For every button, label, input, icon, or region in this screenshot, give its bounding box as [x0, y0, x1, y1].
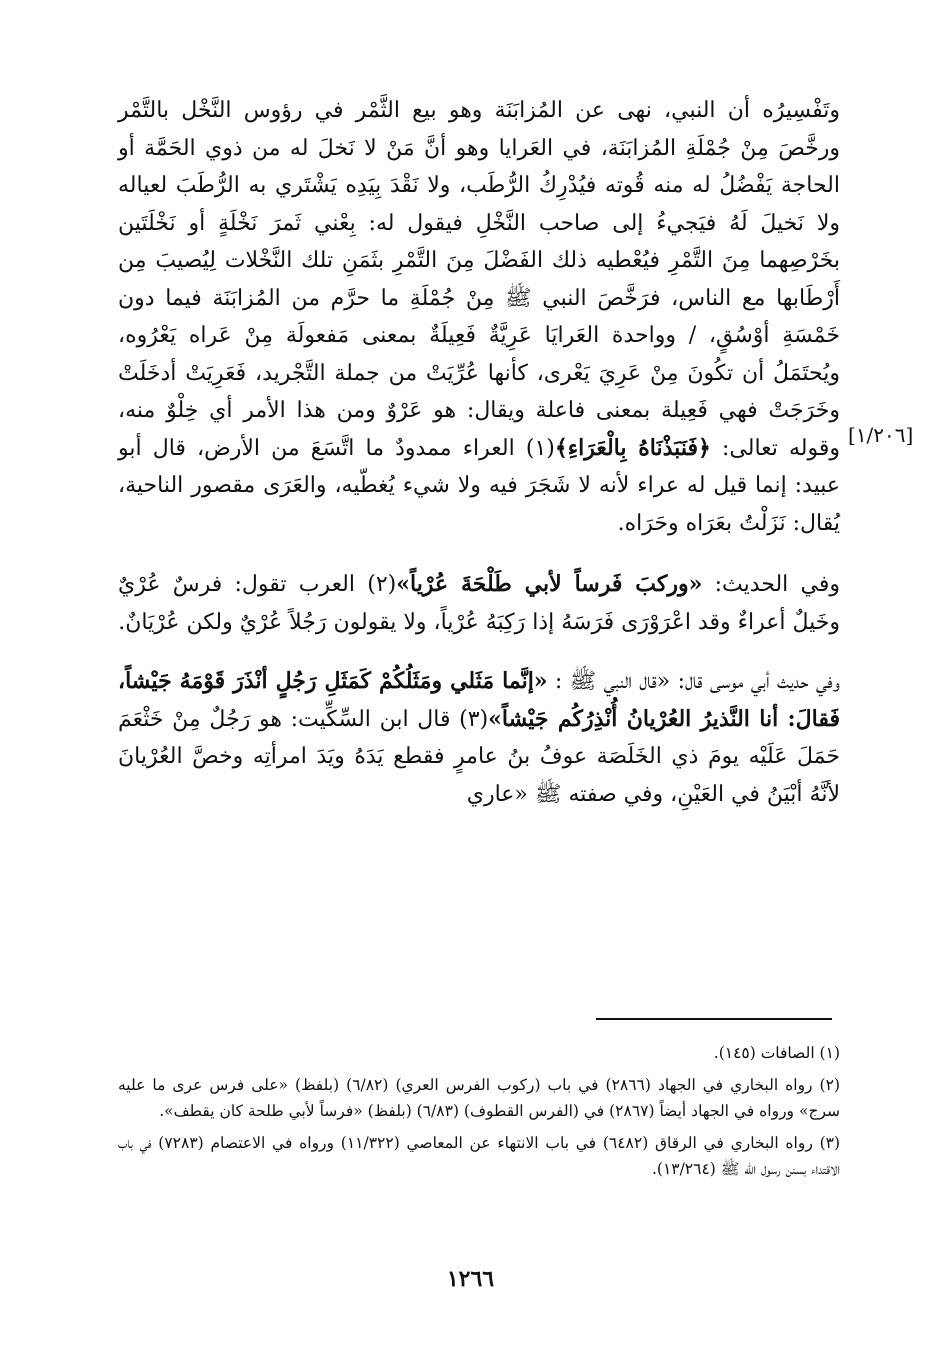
hadith-quote-1: «وركبَ فَرساً لأبي طَلْحَةَ عُرْياً» — [396, 571, 703, 597]
hadith-quote-2: «إنَّما مَثَلي ومَثَلُكُمْ كَمَثَلِ رَجُلٍ أنْذَرَ قَوْمَهُ جَيْشاً، فَقالَ: أنا النَّذيرُ العُرْيانُ أُنْذِرُكُم جَيْشاً» — [118, 668, 841, 732]
margin-page-reference: [١/٢٠٦] — [848, 423, 914, 447]
paragraph-1-text-a: وتَفْسِيرُه أن النبي، نهى عن المُزابَنَة وهو بيع الثَّمْر في رؤوس النَّخْل بالتَّمْر ورخَّصَ مِنْ جُمْلَةِ المُزابَنَة، في العَرايا وهو أنَّ مَنْ لا نَخلَ له من ذوي الحَمَّة أو الحاجة يَفْضُلُ له منه قُوته فيُدْرِكُ الرُّطَب، ولا نَقْدَ بِيَدِه يَشْتَري به الرُّطَبَ لعياله ولا نَخيلَ لَهُ فيَجيءُ إلى صاحب النَّخْلِ فيقول له: بِعْني ثَمرَ نَخْلَةٍ أو نَخْلَتَين بخَرْصِهما مِنَ التَّمْرِ فيُعْطيه ذلك الفَضْلَ مِنَ التَّمْرِ بثَمَنِ تلك النَّخْلات لِيُصيبَ مِن أَرْطَابها مع الناس، فرَخَّصَ النبي ﷺ مِنْ جُمْلَةِ ما حرَّم من المُزابَنَة فيما دون خَمْسَةِ أوْسُقٍ، / وواحدة العَرايَا عَرِيَّةٌ فَعِيلَةٌ بمعنى مَفعولَة مِنْ عَراه يَعْرُوه، ويُحتَمَلُ أن تكُونَ مِنْ عَرِيَ يَعْرى، كأنها عُرِّيَتْ من جملة التَّجْريد، فَعَرِيَتْ أدخَلَتْ وخَرَجَتْ فهي فَعِيلة بمعنى فاعلة ويقال: هو عَرْوٌ ومن هذا الأمر أي خِلْوٌ منه، وقوله تعالى: — [118, 98, 841, 461]
footnote-divider — [596, 1018, 832, 1020]
paragraph-3-text-b: (٣) قال ابن السِّكِّيت: هو رَجُلٌ مِنْ خَثْعَمَ حَمَلَ عَلَيْه يومَ ذي الخَلَصَة عوفُ بنُ عامرٍ فقطع يَدَهُ ويَدَ امرأتِه وخصَّ العُرْيانَ لأنَّهُ أبْيَنُ في العَيْنِ، وفي صفته ﷺ «عاري — [118, 706, 840, 807]
main-text — [118, 92, 840, 813]
footnote-1: (١) الصافات (١٤٥). — [713, 1044, 840, 1062]
footnote-3: (٣) رواه البخاري في الرقاق (٦٤٨٢) في باب الانتهاء عن المعاصي (١١/٣٢٢) ورواه في الاعتصام (٧٢٨٣) في باب الاقتداء بسنن رسول الله ﷺ (١٣/٢٦٤). — [118, 1133, 841, 1178]
quran-quote: ﴿فَنَبَذْنَاهُ بِالْعَرَاءِ﴾ — [554, 434, 711, 461]
paragraph-2-text-a: وفي الحديث: — [702, 572, 840, 597]
footnotes — [118, 1040, 840, 1188]
paragraph-1 — [118, 92, 840, 542]
paragraph-1-text-b: (١) العراء ممدودٌ ما اتَّسَعَ من الأرض، قال أبو عبيد: إنما قيل له عراء لأنه لا شَجَرَ فيه ولا شيء يُغطّيه، والعَرَى مقصور الناحية، يُقال: نَزَلْتُ بعَرَاه وحَرَاه. — [118, 435, 840, 536]
footnote-2: (٢) رواه البخاري في الجهاد (٢٨٦٦) في باب (ركوب الفرس العري) (٦/٨٢) (بلفظ) «على فرس عرى ما عليه سرج» ورواه في الجهاد أيضاً (٢٨٦٧) في (الفرس القطوف) (٦/٨٣) (بلفظ) «فرساً لأبي طلحة كان يقطف». — [118, 1075, 840, 1120]
page-number: ١٢٦٦ — [446, 1266, 495, 1292]
paragraph-3 — [118, 663, 840, 813]
paragraph-2 — [118, 566, 840, 641]
paragraph-2-text-b: (٢) العرب تقول: فرسٌ عُرْيٌ وخَيلٌ أعراءٌ وقد اعْرَوْرَى فَرَسَهُ إذا رَكِبَهُ عُرْياً، ولا يقولون رَجُلاً عُرْيٌ ولكن عُرْيَانٌ. — [118, 572, 840, 635]
paragraph-3-text-a: وفي حديث أبي موسى قال: «قال النبي ﷺ : — [547, 669, 840, 694]
